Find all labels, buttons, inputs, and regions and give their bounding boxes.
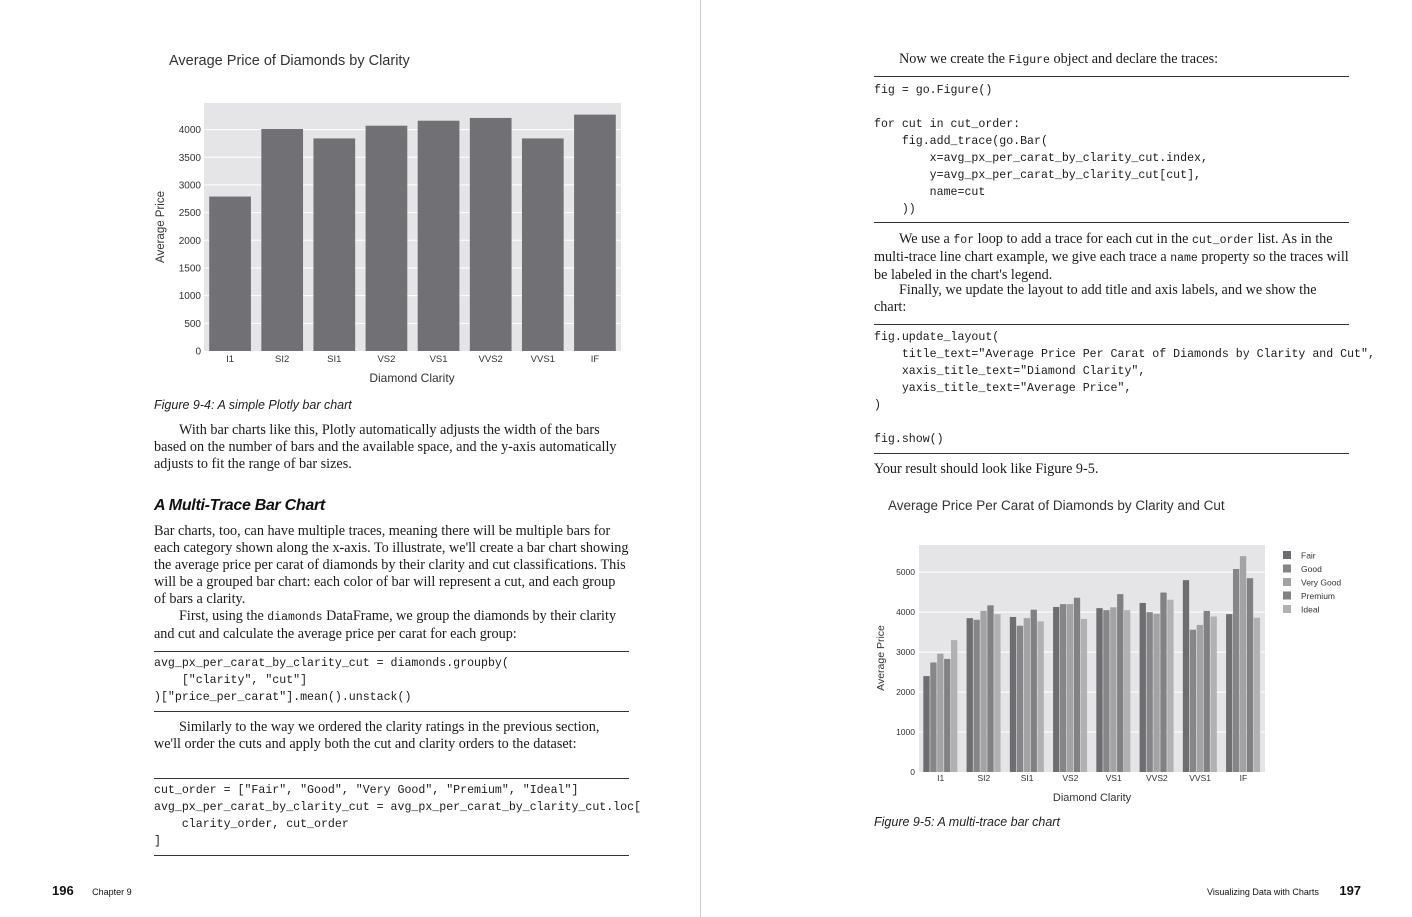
bar-vvs1-ideal bbox=[1211, 617, 1217, 772]
x-tick-label: VS2 bbox=[1062, 773, 1079, 783]
x-axis-label: Diamond Clarity bbox=[369, 371, 455, 385]
y-tick-label: 1500 bbox=[178, 263, 201, 275]
code-rule-top bbox=[154, 778, 629, 779]
x-axis-label: Diamond Clarity bbox=[1052, 792, 1132, 804]
y-tick-label: 4000 bbox=[178, 125, 201, 137]
x-tick-label: VVS1 bbox=[530, 354, 555, 365]
paragraph-for-loop bbox=[874, 231, 1350, 284]
paragraph-multi-trace: Bar charts, too, can have multiple traces, meaning there will be multiple bars for each category shown along the x-axis. To illustrate, we'll create a bar chart showing the average price per carat of diamonds by their clarity and cut classifications. This will be a grouped bar chart: each color of bar will represent a cut, and each group of bars a clarity. bbox=[154, 523, 629, 607]
y-axis-label: Average Price bbox=[875, 625, 887, 691]
bar-vvs2-very-good bbox=[1153, 614, 1159, 772]
y-tick-label: 500 bbox=[184, 318, 201, 330]
x-tick-label: IF bbox=[1239, 773, 1248, 783]
code-rule-top bbox=[874, 76, 1349, 77]
text-run: object and declare the traces: bbox=[1049, 51, 1219, 67]
text-run: Now we create the bbox=[899, 51, 1009, 67]
y-tick-label: 5000 bbox=[896, 567, 915, 578]
paragraph-create-figure bbox=[874, 51, 1346, 69]
bar-if-ideal bbox=[1254, 618, 1260, 772]
y-tick-label: 0 bbox=[195, 346, 201, 358]
bar-vvs1-very-good bbox=[1197, 625, 1203, 772]
legend-label: Fair bbox=[1301, 550, 1316, 561]
bar-vvs2-premium bbox=[1160, 593, 1166, 772]
bar-vvs1-fair bbox=[1183, 580, 1189, 772]
code-block-cut-order: cut_order = ["Fair", "Good", "Very Good", "Premium", "Ideal"] avg_px_per_carat_by_clarity_cut = avg_px_per_carat_by_clarity_cut.loc[ clarity_order, cut_order ] bbox=[154, 784, 642, 848]
bar-vs2-fair bbox=[1053, 607, 1059, 772]
y-tick-label: 2000 bbox=[896, 687, 915, 698]
inline-code: Figure bbox=[1008, 54, 1050, 67]
text-run: We use a bbox=[899, 231, 954, 247]
text-run: loop to add a trace for each cut in the bbox=[974, 231, 1192, 247]
bar-i1 bbox=[209, 197, 251, 351]
bar-i1-fair bbox=[923, 676, 929, 772]
paragraph-result: Your result should look like Figure 9-5. bbox=[874, 461, 1099, 477]
bar-if-good bbox=[1233, 569, 1239, 772]
bar-vvs2 bbox=[470, 118, 512, 351]
x-tick-label: SI1 bbox=[327, 354, 342, 365]
bar-vs1 bbox=[418, 121, 460, 351]
code-block-update-layout: fig.update_layout( title_text="Average Price Per Carat of Diamonds by Clarity and Cut", xaxis_title_text="Diamond Clarity", yaxis_title_text="Average Price", ) fig.show() bbox=[874, 331, 1375, 446]
bar-si2-ideal bbox=[994, 614, 1000, 772]
y-tick-label: 1000 bbox=[896, 727, 915, 738]
legend-swatch bbox=[1283, 605, 1291, 613]
figure-caption-9-4: Figure 9-4: A simple Plotly bar chart bbox=[154, 398, 352, 412]
page-number: 197 bbox=[1339, 883, 1362, 898]
bar-si1-very-good bbox=[1024, 618, 1030, 772]
page-footer-right bbox=[1207, 882, 1361, 900]
legend-swatch bbox=[1283, 592, 1291, 600]
legend-label: Ideal bbox=[1301, 604, 1320, 615]
x-tick-label: VS1 bbox=[1105, 773, 1122, 783]
x-tick-label: SI2 bbox=[977, 773, 991, 783]
inline-code: diamonds bbox=[267, 611, 323, 624]
bar-vvs1-premium bbox=[1204, 611, 1210, 772]
y-tick-label: 1000 bbox=[178, 291, 201, 303]
y-tick-label: 4000 bbox=[896, 607, 915, 618]
chart-title: Average Price of Diamonds by Clarity bbox=[169, 53, 410, 69]
x-tick-label: I1 bbox=[226, 354, 235, 365]
bar-si1-fair bbox=[1010, 617, 1016, 772]
bar-vs2-premium bbox=[1074, 598, 1080, 772]
bar-si2-good bbox=[973, 620, 979, 772]
code-rule-top bbox=[154, 651, 629, 652]
chart-average-price-by-clarity bbox=[140, 40, 640, 390]
legend-swatch bbox=[1283, 551, 1291, 559]
x-tick-label: IF bbox=[590, 354, 600, 365]
bar-vs1-premium bbox=[1117, 594, 1123, 772]
text-run: property so the traces will be labeled in the chart's legend. bbox=[874, 249, 1349, 283]
bar-vs1-fair bbox=[1096, 608, 1102, 772]
figure-caption-9-5: Figure 9-5: A multi-trace bar chart bbox=[874, 815, 1060, 829]
bar-if-very-good bbox=[1240, 556, 1246, 772]
paragraph-groupby bbox=[154, 608, 630, 643]
bar-vs2-good bbox=[1060, 604, 1066, 772]
page-footer-left bbox=[52, 882, 132, 900]
bar-vs2-ideal bbox=[1081, 619, 1087, 772]
bar-i1-premium bbox=[944, 659, 950, 772]
bar-vvs2-good bbox=[1146, 612, 1152, 772]
bar-vs1-ideal bbox=[1124, 610, 1130, 772]
code-block-groupby: avg_px_per_carat_by_clarity_cut = diamonds.groupby( ["clarity", "cut"] )["price_per_carat"].mean().unstack() bbox=[154, 657, 509, 704]
bar-si2-premium bbox=[987, 605, 993, 772]
section-heading: A Multi-Trace Bar Chart bbox=[154, 497, 325, 514]
y-tick-label: 3000 bbox=[178, 180, 201, 192]
code-rule-top bbox=[874, 324, 1349, 325]
legend-label: Very Good bbox=[1301, 577, 1342, 588]
bar-vvs2-ideal bbox=[1167, 600, 1173, 772]
bar-i1-ideal bbox=[951, 640, 957, 772]
x-tick-label: SI2 bbox=[275, 354, 290, 365]
text-run: First, using the bbox=[179, 608, 268, 624]
bar-vs1-good bbox=[1103, 610, 1109, 772]
chart-title: Average Price Per Carat of Diamonds by Clarity and Cut bbox=[888, 498, 1225, 513]
inline-code: name bbox=[1170, 252, 1198, 265]
page-gutter bbox=[700, 0, 701, 917]
y-tick-label: 3000 bbox=[896, 647, 915, 658]
text-run: list. As in the multi-trace line chart example, we give each trace a bbox=[874, 231, 1333, 265]
code-block-add-trace: fig = go.Figure() for cut in cut_order: fig.add_trace(go.Bar( x=avg_px_per_carat_by_clarity_cut.index, y=avg_px_per_carat_by_clarity_cut[cut], name=cut )) bbox=[874, 84, 1208, 216]
bar-vvs1 bbox=[522, 138, 564, 351]
bar-if-premium bbox=[1247, 578, 1253, 772]
code-rule-bottom bbox=[874, 453, 1349, 454]
bar-si1 bbox=[313, 138, 355, 351]
bar-si2-very-good bbox=[980, 611, 986, 772]
bar-i1-very-good bbox=[937, 654, 943, 772]
legend-swatch bbox=[1283, 578, 1291, 586]
bar-si1-premium bbox=[1031, 610, 1037, 772]
chapter-label: Chapter 9 bbox=[92, 887, 132, 897]
code-rule-bottom bbox=[154, 711, 629, 712]
y-tick-label: 0 bbox=[910, 767, 915, 777]
y-tick-label: 2000 bbox=[178, 235, 201, 247]
legend-swatch bbox=[1283, 565, 1291, 573]
bar-si2 bbox=[261, 129, 303, 351]
legend-label: Good bbox=[1301, 564, 1322, 574]
bar-vvs1-good bbox=[1190, 630, 1196, 772]
x-tick-label: SI1 bbox=[1020, 773, 1034, 783]
x-tick-label: I1 bbox=[937, 773, 945, 783]
bar-i1-good bbox=[930, 662, 936, 772]
bar-vs2 bbox=[366, 126, 408, 351]
y-axis-label: Average Price bbox=[155, 190, 167, 264]
bar-si1-good bbox=[1017, 626, 1023, 772]
code-rule-bottom bbox=[874, 222, 1349, 223]
y-tick-label: 3500 bbox=[178, 152, 201, 164]
bar-if-fair bbox=[1226, 614, 1232, 772]
chart-price-per-carat-by-clarity-and-cut bbox=[864, 485, 1364, 810]
paragraph-bar-width: With bar charts like this, Plotly automatically adjusts the width of the bars based on the number of bars and the available space, and the y-axis automatically adjusts to fit the range of bar sizes. bbox=[154, 422, 617, 472]
bar-vs2-very-good bbox=[1067, 604, 1073, 772]
bar-vvs2-fair bbox=[1140, 603, 1146, 772]
bar-if bbox=[574, 115, 616, 351]
x-tick-label: VVS1 bbox=[1189, 773, 1211, 783]
paragraph-order-cuts: Similarly to the way we ordered the clarity ratings in the previous section, we'll order the cuts and apply both the cut and clarity orders to the dataset: bbox=[154, 719, 600, 752]
text-run: DataFrame, we group the diamonds by their clarity and cut and calculate the average price per carat for each group: bbox=[154, 608, 617, 642]
x-tick-label: VVS2 bbox=[478, 354, 503, 365]
y-tick-label: 2500 bbox=[178, 208, 201, 220]
bar-si1-ideal bbox=[1038, 621, 1044, 772]
code-rule-bottom bbox=[154, 855, 629, 856]
x-tick-label: VS2 bbox=[377, 354, 396, 365]
paragraph-update-layout: Finally, we update the layout to add title and axis labels, and we show the chart: bbox=[874, 282, 1317, 315]
x-tick-label: VS1 bbox=[429, 354, 448, 365]
x-tick-label: VVS2 bbox=[1146, 773, 1168, 783]
inline-code: for bbox=[953, 234, 975, 247]
bar-vs1-very-good bbox=[1110, 607, 1116, 772]
inline-code: cut_order bbox=[1191, 234, 1255, 247]
chapter-title: Visualizing Data with Charts bbox=[1207, 887, 1319, 897]
legend-label: Premium bbox=[1301, 591, 1336, 601]
bar-si2-fair bbox=[967, 618, 973, 772]
page-number: 196 bbox=[52, 883, 74, 898]
